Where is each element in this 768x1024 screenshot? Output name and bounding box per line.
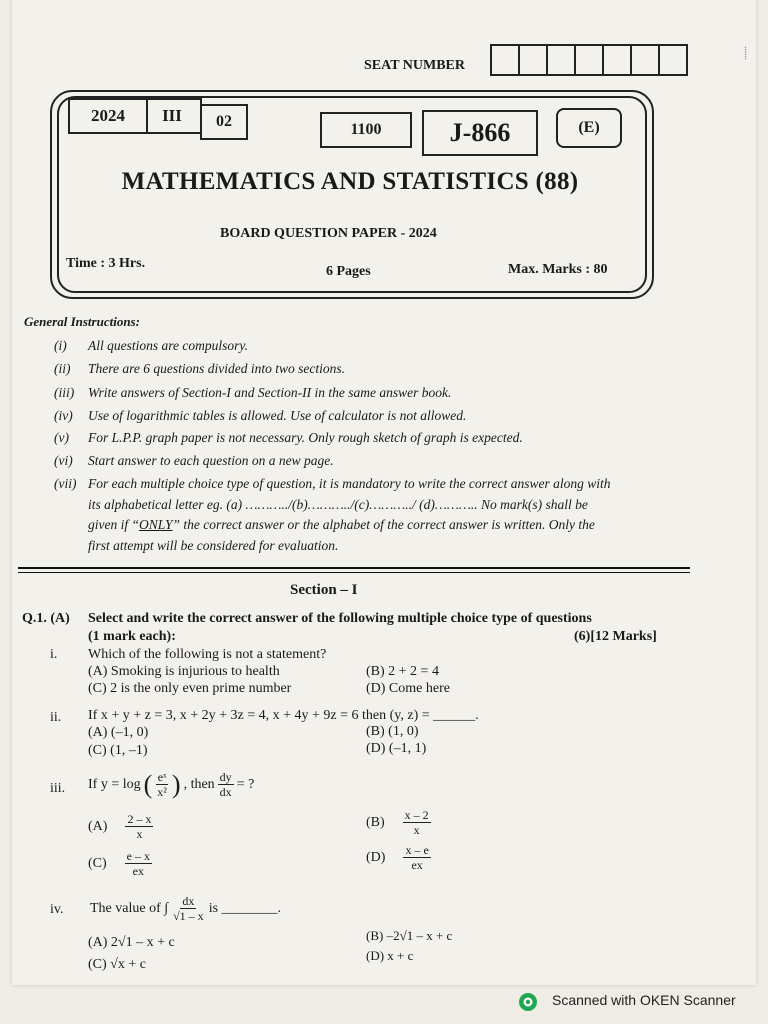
question-heading: Select and write the correct answer of the following multiple choice type of questions <box>88 611 592 626</box>
mcq-number: iv. <box>50 902 64 917</box>
seat-number-boxes <box>492 44 688 76</box>
mcq-option-b: (B) 2 + 2 = 4 <box>366 664 439 679</box>
time-allowed: Time : 3 Hrs. <box>66 256 146 271</box>
instruction-num: (ii) <box>54 361 71 376</box>
max-marks: Max. Marks : 80 <box>508 262 608 277</box>
seat-box <box>658 44 688 76</box>
option-label: (D) <box>366 849 386 865</box>
mcq-option-d: (D) Come here <box>366 681 450 696</box>
q3-mid: , then <box>183 776 215 792</box>
option-label: (C) <box>88 855 107 871</box>
seat-box <box>546 44 576 76</box>
instruction-item <box>54 476 611 492</box>
instruction-num: (vi) <box>54 453 73 468</box>
scanner-watermark-text: Scanned with OKEN Scanner <box>552 992 736 1008</box>
section-divider <box>18 572 690 573</box>
instruction-text: Use of logarithmic tables is allowed. Use of calculator is not allowed. <box>88 408 467 423</box>
instruction-text: All questions are compulsory. <box>88 338 248 353</box>
frac-num: x – e <box>405 843 429 857</box>
instruction-num: (iv) <box>54 408 73 423</box>
instruction-item <box>54 338 248 354</box>
mcq-question: If x + y + z = 3, x + 2y + 3z = 4, x + 4y + 9z = 6 then (y, z) = ______. <box>88 708 479 723</box>
seat-box <box>518 44 548 76</box>
code-year: 2024 <box>68 98 148 134</box>
frac-num: x – 2 <box>404 808 429 822</box>
frac-num: 2 – x <box>127 812 152 826</box>
mcq-number: ii. <box>50 710 62 725</box>
instruction-continuation: its alphabetical letter eg. (a) ………../(b)………../(c)………../ (d)……….. No mark(s) shall be <box>88 497 588 512</box>
seat-box <box>630 44 660 76</box>
mcq-option-d <box>366 843 431 873</box>
mcq-option-a: (A) 2√1 – x + c <box>88 935 175 950</box>
edge-mark: ⸽ <box>744 46 748 60</box>
seat-box <box>602 44 632 76</box>
instruction-text: Start answer to each question on a new page. <box>88 453 334 468</box>
frac-den: x <box>136 827 143 842</box>
instruction-text: ” the correct answer or the alphabet of the correct answer is written. Only the <box>172 517 595 532</box>
question-number: Q.1. (A) <box>22 611 70 626</box>
only-emphasis: ONLY <box>139 517 173 532</box>
mcq-question: Which of the following is not a statement? <box>88 647 327 662</box>
code-roman: III <box>144 98 202 134</box>
frac-num: e – x <box>126 849 150 863</box>
mcq-option-b: (B) (1, 0) <box>366 724 419 739</box>
q4-frac-den: √1 – x <box>173 909 204 924</box>
instruction-text: For L.P.P. graph paper is not necessary. Only rough sketch of graph is expected. <box>88 430 523 445</box>
mcq-option-a: (A) (–1, 0) <box>88 725 149 740</box>
mcq-option-a <box>88 812 153 842</box>
dx: dx <box>219 785 232 800</box>
mcq-question <box>90 894 281 924</box>
option-fraction <box>125 812 153 842</box>
q3-frac-den: x² <box>157 785 167 800</box>
paper-title: MATHEMATICS AND STATISTICS (88) <box>121 168 579 195</box>
frac-den: x <box>413 823 420 838</box>
mcq-number: i. <box>50 647 58 662</box>
instruction-num: (v) <box>54 430 69 445</box>
q3-frac-num: eˣ <box>157 770 167 784</box>
option-label: (B) <box>366 814 385 830</box>
q3-suffix: = ? <box>236 776 255 792</box>
oken-scanner-logo-icon <box>518 992 538 1012</box>
mcq-option-a: (A) Smoking is injurious to health <box>88 664 280 679</box>
mcq-option-b <box>366 808 431 838</box>
instruction-text: Write answers of Section-I and Section-II in the same answer book. <box>88 385 452 400</box>
set-code: J-866 <box>422 110 538 156</box>
option-fraction <box>403 808 431 838</box>
paren-close: ) <box>171 769 181 799</box>
instruction-item <box>54 408 466 424</box>
instruction-item <box>54 453 334 469</box>
instruction-num: (i) <box>54 338 67 353</box>
seat-box <box>574 44 604 76</box>
mcq-question <box>88 770 254 800</box>
instruction-text: For each multiple choice type of question, it is mandatory to write the correct answer along with <box>88 476 611 491</box>
mcq-option-d: (D) x + c <box>366 948 414 963</box>
mcq-option-d: (D) (–1, 1) <box>366 741 427 756</box>
section-title: Section – I <box>290 582 358 598</box>
mcq-option-c: (C) 2 is the only even prime number <box>88 681 292 696</box>
paper-code: 1100 <box>320 112 412 148</box>
q4-fraction <box>171 894 206 924</box>
paper-subtitle: BOARD QUESTION PAPER - 2024 <box>220 226 437 241</box>
page-count: 6 Pages <box>326 264 371 279</box>
q3-fraction <box>155 770 169 800</box>
q4-frac-num: dx <box>182 894 195 908</box>
q4-prefix: The value of ∫ <box>90 900 169 916</box>
frac-den: ex <box>411 858 423 873</box>
dy-dx-fraction <box>218 770 234 800</box>
instructions-heading: General Instructions: <box>24 314 140 329</box>
q3-prefix: If y = log <box>88 776 141 792</box>
mcq-option-b: (B) –2√1 – x + c <box>366 928 453 943</box>
code-number: 02 <box>200 104 248 140</box>
question-marks: (6)[12 Marks] <box>574 629 657 644</box>
mcq-option-c: (C) √x + c <box>88 957 146 972</box>
seat-box <box>490 44 520 76</box>
q4-suffix: is ________. <box>208 900 282 916</box>
instruction-text: There are 6 questions divided into two sections. <box>88 361 345 376</box>
mcq-option-c <box>88 849 152 879</box>
seat-number-label: SEAT NUMBER <box>364 58 466 73</box>
instruction-num: (iii) <box>54 385 75 400</box>
instruction-continuation <box>88 517 690 533</box>
mcq-number: iii. <box>50 781 66 796</box>
section-divider <box>18 567 690 569</box>
option-fraction <box>125 849 152 879</box>
paren-open: ( <box>143 769 153 799</box>
option-label: (A) <box>88 818 108 834</box>
frac-den: ex <box>132 864 144 879</box>
instruction-continuation: first attempt will be considered for evaluation. <box>88 538 339 553</box>
instruction-text: given if “ <box>88 517 139 532</box>
instruction-item <box>54 361 345 377</box>
option-fraction <box>403 843 430 873</box>
dy: dy <box>219 770 232 784</box>
question-subheading: (1 mark each): <box>88 629 176 644</box>
instruction-item <box>54 385 451 401</box>
mcq-option-c: (C) (1, –1) <box>88 743 148 758</box>
medium-code: (E) <box>556 108 622 148</box>
instruction-item <box>54 430 523 446</box>
instruction-num: (vii) <box>54 476 77 491</box>
